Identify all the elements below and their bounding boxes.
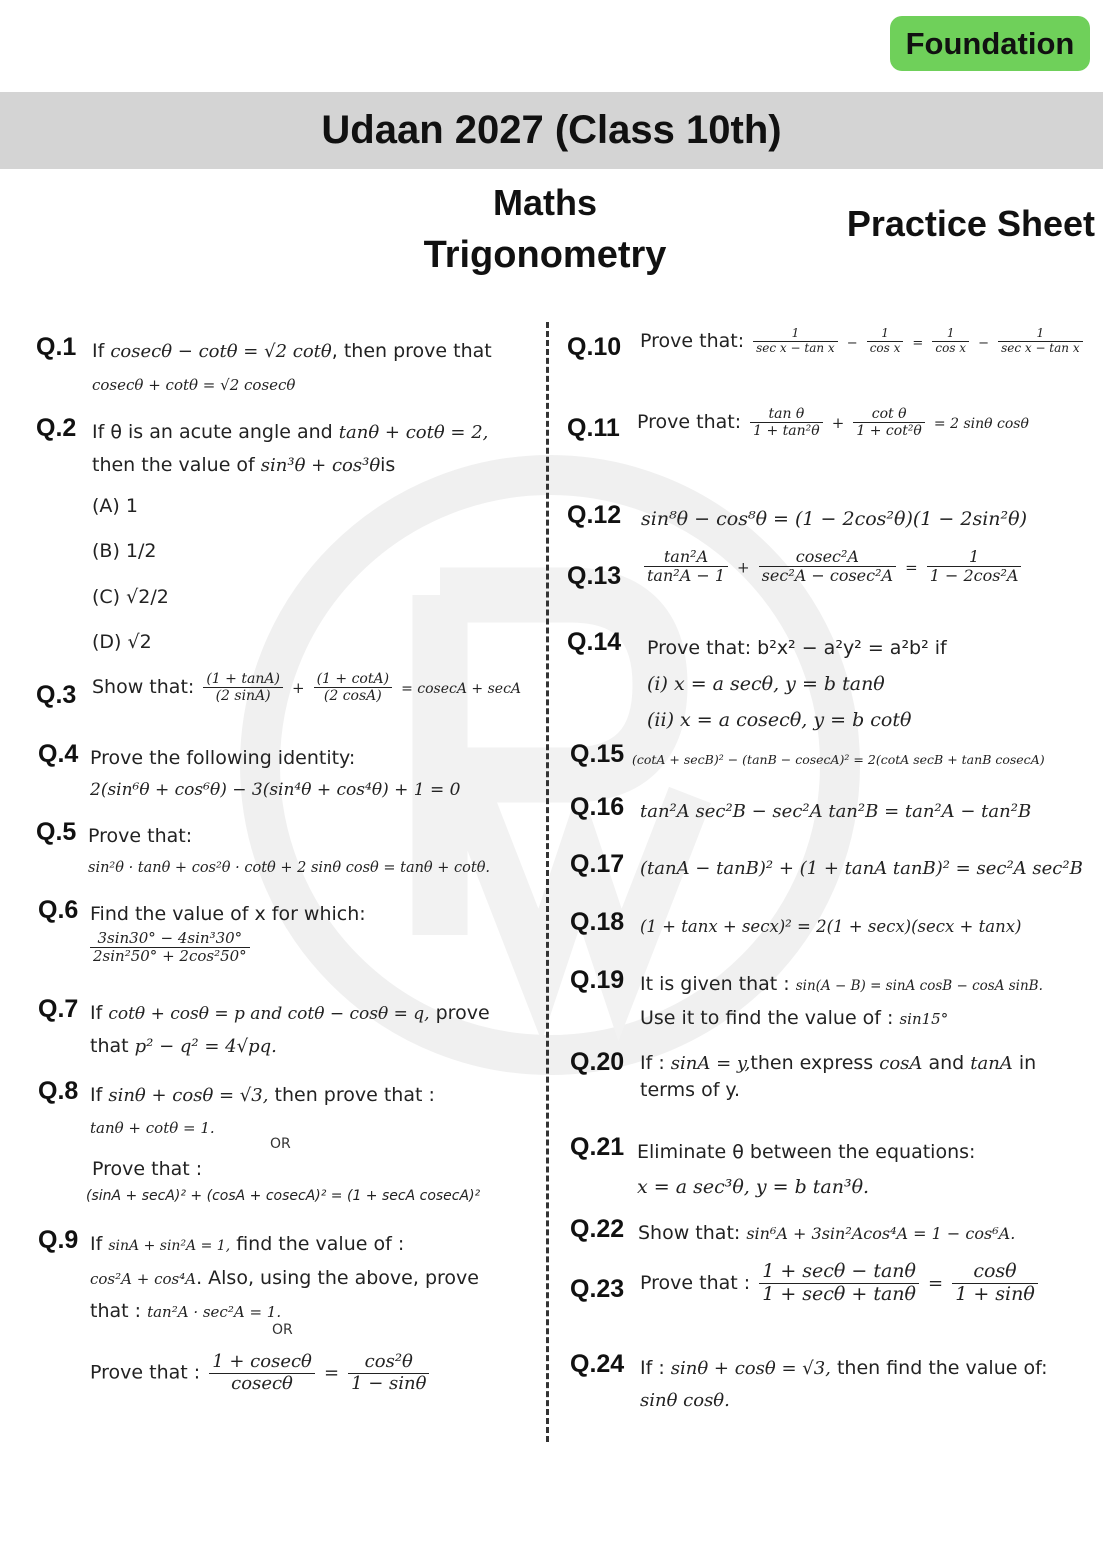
question-number: Q.13 [567,562,622,590]
question-number: Q.14 [567,628,622,656]
question-number: Q.5 [36,818,77,846]
question-text: Prove that: b²x² − a²y² = a²b² if (i) x = a secθ, y = b tanθ (ii) x = a cosecθ, y = b cotθ [647,637,947,731]
question-number: Q.12 [567,501,622,529]
option-b: (B) 1/2 [92,540,157,562]
question-text: Show that: $\frac{(1 + \tan A)}{(2 \sin A)}$ + $\frac{(1 + \cot A)}{(2 \cos A)}$ = cosecA + secA [92,671,522,705]
question-number: Q.17 [570,850,625,878]
question-number: Q.7 [38,995,79,1023]
question-text: Prove that: $\frac{1}{\text{sec x − tan x}}$ − $\frac{1}{\text{cos x}}$ = $\frac{1}{\text{cos x}}$ − $\frac{1}{\text{sec x − tan x}}$ [640,325,1086,360]
question-number: Q.21 [570,1133,625,1161]
question-number: Q.22 [570,1215,625,1243]
question-number: Q.18 [570,908,625,936]
fraction: $\frac{1}{\text{1 − 2cos²A}}$ [927,548,1022,586]
question-number: Q.19 [570,966,625,994]
question-text: Prove that: sin²θ · tanθ + cos²θ · cotθ + 2 sinθ cosθ = tanθ + cotθ. [88,825,491,876]
column-divider [546,322,549,1442]
question-number: Q.16 [570,793,625,821]
option-c: (C) √2/2 [92,586,169,608]
fraction: $\frac{\text{cot θ}}{\text{1 + cot²θ}}$ [853,406,924,439]
fraction: $\frac{\cos\theta}{1 + \sin\theta}$ [952,1261,1038,1306]
question-text: Prove the following identity: 2(sin⁶θ + cos⁶θ) − 3(sin⁴θ + cos⁴θ) + 1 = 0 [90,747,461,800]
page-title: Udaan 2027 (Class 10th) [0,92,1103,169]
question-number: Q.1 [36,333,77,361]
question-text: (1 + tanx + secx)² = 2(1 + secx)(secx + tanx) [640,917,1022,936]
question-text: Show that: sin⁶A + 3sin²Acos⁴A = 1 − cos⁶A. [638,1222,1016,1244]
question-number: Q.10 [567,333,622,361]
question-text: If cosecθ − cotθ = √2 cotθ, then prove that cosecθ + cotθ = √2 cosecθ [92,340,492,394]
or-label: OR [272,1322,293,1338]
question-text: If cotθ + cosθ = p and cotθ − cosθ = q, prove that p² − q² = 4√pq. [90,1002,490,1057]
question-number: Q.8 [38,1077,79,1105]
question-text: Find the value of x for which: $\frac{\text{3sin30° − 4sin³30°}}{\text{2sin²50° + 2cos²50°}}$ [90,903,366,966]
question-text: Prove that: $\frac{\text{tan θ}}{\text{1 + tan²θ}}$ + $\frac{\text{cot θ}}{\text{1 + cot²θ}}$ = 2 sinθ cosθ [637,406,1029,440]
question-number: Q.4 [38,740,79,768]
fraction: $\frac{1}{\text{cos x}}$ [867,327,904,356]
question-text: Eliminate θ between the equations: x = a sec³θ, y = b tan³θ. [637,1141,976,1198]
or-label: OR [270,1136,291,1152]
question-number: Q.23 [570,1275,625,1303]
question-text: $\frac{\text{tan²A}}{\text{tan²A − 1}}$ + $\frac{\text{cosec²A}}{\text{sec²A − cosec²A}}$ = $\frac{1}{\text{1 − 2cos²A}}$ [641,548,1024,586]
fraction: $\frac{1 + \sec\theta - \tan\theta}{1 + \sec\theta + \tan\theta}$ [759,1261,919,1306]
fraction: $\frac{\text{3sin30° − 4sin³30°}}{\text{2sin²50° + 2cos²50°}}$ [90,930,250,966]
question-text: sin⁸θ − cos⁸θ = (1 − 2cos²θ)(1 − 2sin²θ) [641,508,1028,530]
chapter-title: Trigonometry [423,234,667,276]
question-text: If sinA + sin²A = 1, find the value of : cos²A + cos⁴A. Also, using the above, prove that : tan²A · sec²A = 1. [90,1233,479,1322]
fraction: $\frac{(1 + \cot A)}{(2 \cos A)}$ [314,671,392,704]
question-number: Q.24 [570,1350,625,1378]
fraction: $\frac{\text{tan θ}}{\text{1 + tan²θ}}$ [750,406,823,439]
question-text: If θ is an acute angle and tanθ + cotθ = 2, then the value of sin³θ + cos³θis [92,421,489,476]
subject-title: Maths [492,182,597,223]
fraction: $\frac{\text{tan²A}}{\text{tan²A − 1}}$ [644,548,728,586]
foundation-badge: Foundation [890,16,1090,71]
question-text: Prove that : $\frac{1 + \sec\theta - \tan\theta}{1 + \sec\theta + \tan\theta}$ = $\frac{\cos\theta}{1 + \sin\theta}$ [640,1261,1041,1306]
question-number: Q.9 [38,1226,79,1254]
question-8-alt-equation: (sinA + secA)² + (cosA + cosecA)² = (1 + secA cosecA)² [86,1188,481,1204]
question-text: (tanA − tanB)² + (1 + tanA tanB)² = sec²A sec²B [640,858,1083,879]
option-d: (D) √2 [92,631,152,653]
sheet-title: Practice Sheet [846,203,1095,244]
question-text: It is given that : sin(A − B) = sinA cosB − cosA sinB. Use it to find the value of : sin15° [640,973,1043,1029]
fraction: $\frac{(1 + \tan A)}{(2 \sin A)}$ [203,671,283,704]
question-text: tan²A sec²B − sec²A tan²B = tan²A − tan²B [640,801,1032,822]
fraction: $\frac{1}{\text{sec x − tan x}}$ [753,327,838,356]
question-number: Q.3 [36,681,77,709]
question-8-alt-text: Prove that : [92,1158,203,1180]
question-number: Q.20 [570,1048,625,1076]
question-text: If : sinA = y,then express cosA and tanA in terms of y. [640,1052,1037,1101]
question-number: Q.15 [570,740,625,768]
option-a: (A) 1 [92,495,138,517]
fraction: $\frac{1}{\text{cos x}}$ [932,327,969,356]
question-text: If sinθ + cosθ = √3, then prove that : tanθ + cotθ = 1. [90,1084,435,1137]
question-9-alt: Prove that : $\frac{1 + cosec\theta}{cosec\theta}$ = $\frac{\text{cos²θ}}{1 - \sin\theta}$ [90,1352,432,1394]
question-number: Q.11 [567,414,620,442]
question-number: Q.2 [36,414,77,442]
fraction: $\frac{1}{\text{sec x − tan x}}$ [998,327,1083,356]
fraction: $\frac{1 + cosec\theta}{cosec\theta}$ [209,1352,315,1394]
question-text: (cotA + secB)² − (tanB − cosecA)² = 2(cotA secB + tanB cosecA) [632,752,1045,767]
fraction: $\frac{\text{cos²θ}}{1 - \sin\theta}$ [348,1352,429,1394]
fraction: $\frac{\text{cosec²A}}{\text{sec²A − cosec²A}}$ [759,548,896,586]
question-number: Q.6 [38,896,79,924]
question-text: If : sinθ + cosθ = √3, then find the value of: sinθ cosθ. [640,1357,1048,1411]
